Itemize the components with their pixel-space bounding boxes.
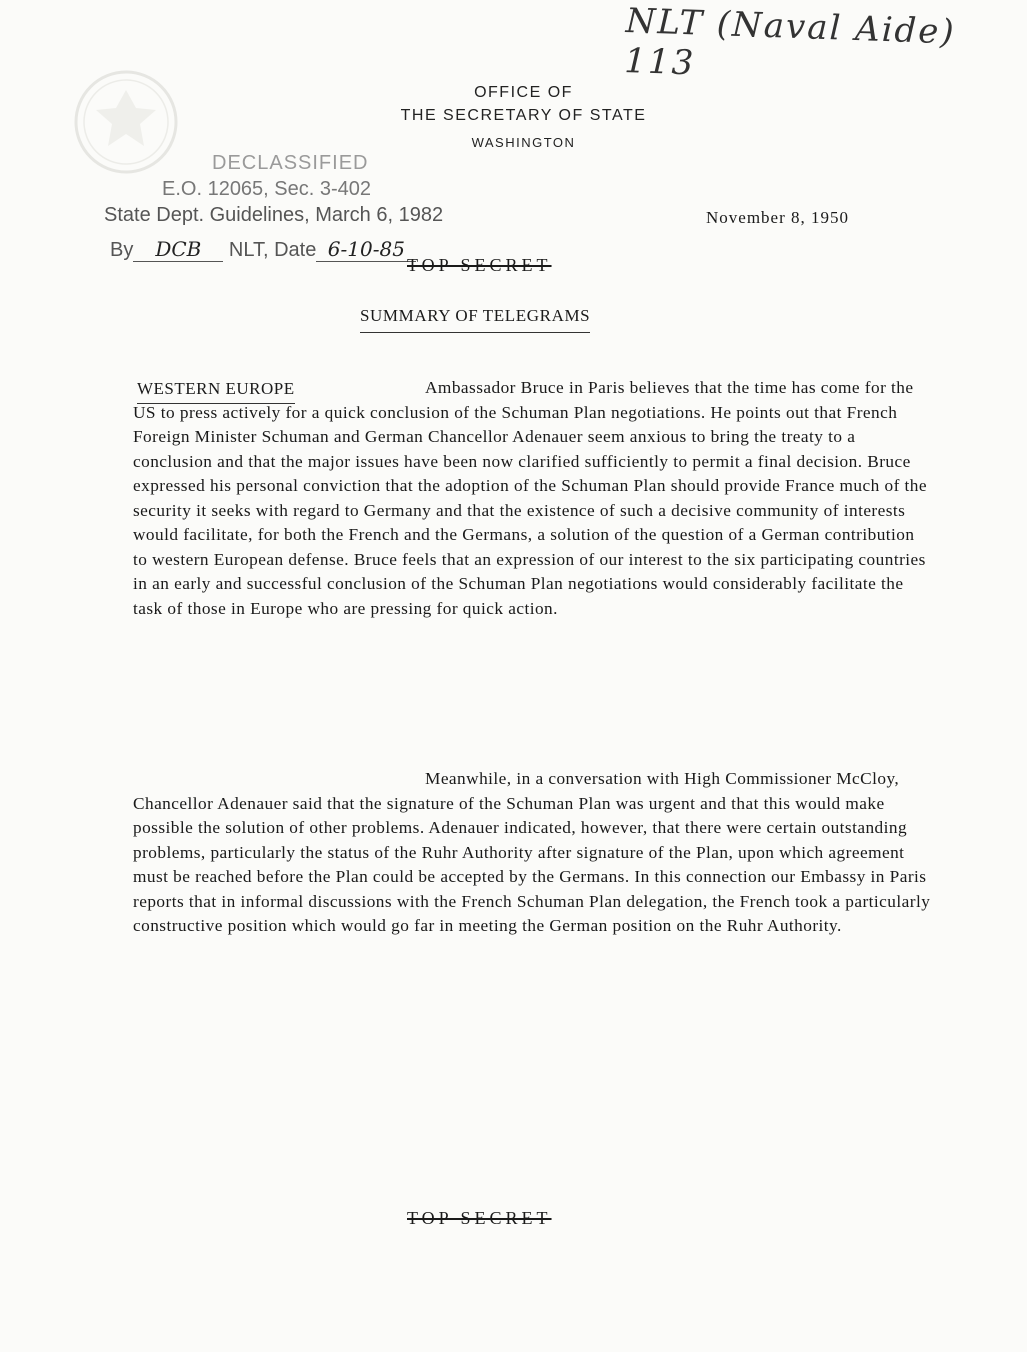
stamp-date-value: 6-10-85 — [316, 237, 416, 262]
classification-bottom: TOP SECRET — [407, 1208, 552, 1228]
stamp-by-value: DCB — [133, 237, 223, 262]
office-line-1: OFFICE OF — [474, 84, 573, 101]
office-line-3: WASHINGTON — [471, 135, 576, 150]
handwritten-reference: NLT (Naval Aide) 113 — [623, 1, 957, 84]
declassified-stamp-signoff — [110, 237, 416, 262]
document-date: November 8, 1950 — [706, 208, 850, 227]
office-line-2: THE SECRETARY OF STATE — [400, 107, 647, 124]
stamp-by-label: By — [110, 239, 134, 261]
declassified-stamp-title: DECLASSIFIED — [212, 152, 369, 174]
declassified-stamp-order: E.O. 12065, Sec. 3-402 — [162, 178, 372, 200]
stamp-nlt-label: NLT, Date — [228, 239, 317, 261]
document-heading: SUMMARY OF TELEGRAMS — [360, 306, 590, 333]
classification-top: TOP SECRET — [407, 255, 552, 275]
paragraph-1: Ambassador Bruce in Paris believes that the time has come for the US to press actively for a quick conclusion of the Schuman Plan negotiations. He points out that French Foreign Minister Schuman and German Chancellor Adenauer seem anxious to bring the treaty to a conclusion and that the major issues have been now clarified sufficiently to permit a final decision. Bruce expressed his personal conviction that the adoption of the Schuman Plan should provide France much of the security it seeks with regard to Germany and that the existence of such a decisive community of interests would facilitate, for both the French and the Germans, a solution of the question of a German contribution to western European defense. Bruce feels that an expression of our interest to the six participating countries in an early and successful conclusion of the Schuman Plan negotiations would considerably facilitate the task of those in Europe who are pressing for quick action. — [133, 378, 928, 618]
section-label: WESTERN EUROPE — [137, 379, 295, 404]
paragraph-2: Meanwhile, in a conversation with High Commissioner McCloy, Chancellor Adenauer said that the signature of the Schuman Plan was urgent and that this would make possible the solution of other problems. Adenauer indicated, however, that there were certain outstanding problems, particularly the status of the Ruhr Authority after signature of the Plan, upon which agreement must be reached before the Plan could be accepted by the Germans. In this connection our Embassy in Paris reports that in informal discussions with the French Schuman Plan delegation, the French took a particularly constructive position which would go far in meeting the German position on the Ruhr Authority. — [133, 769, 931, 935]
declassified-stamp-guidelines: State Dept. Guidelines, March 6, 1982 — [104, 204, 444, 226]
